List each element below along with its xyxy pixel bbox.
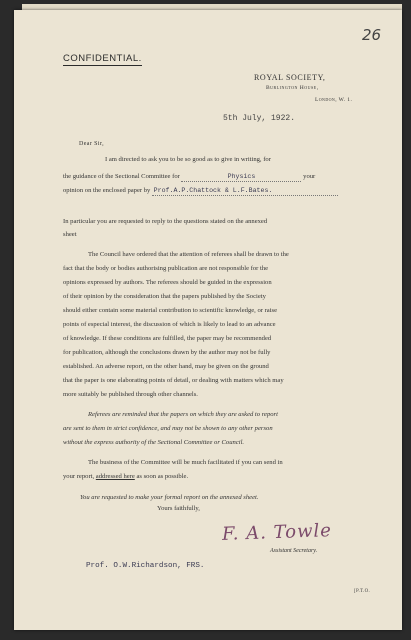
- para1-line2-end: your: [303, 173, 316, 180]
- address-line-3: London, W. 1.: [315, 97, 353, 103]
- address-line-2: Burlington House,: [266, 85, 319, 91]
- yours-faithfully: Yours faithfully,: [157, 505, 200, 512]
- signer-title: Assistant Secretary.: [270, 548, 318, 554]
- addressed-here: addressed here: [95, 473, 135, 480]
- para1-line3: [63, 188, 338, 196]
- para3-line: that the paper is one elaborating points of detail, or dealing with matters which may: [63, 377, 284, 384]
- para1-line3-text: opinion on the enclosed paper by: [63, 187, 151, 194]
- para2-line2: sheet: [63, 231, 77, 238]
- para3-line: should either contain some material contribution to scientific knowledge, or raise: [63, 307, 278, 314]
- please-turn-over: [P.T.O.: [354, 589, 371, 594]
- para4-line: without the express authority of the Sectional Committee or Council.: [63, 439, 245, 446]
- para2-line1: In particular you are requested to reply to the questions stated on the annexed: [63, 218, 268, 225]
- para3-line: points of especial interest, the discussion of which is likely to lead to an advance: [63, 321, 276, 328]
- para3-line: opinions expressed by authors. The referees should be guided in the expression: [63, 279, 272, 286]
- para3-line: of knowledge. If these conditions are fulfilled, the paper may be recommended: [63, 335, 272, 342]
- recipient-name: Prof. O.W.Richardson, FRS.: [86, 562, 205, 570]
- para5-line2: [63, 474, 188, 481]
- handwritten-signature: F. A. Towle: [221, 520, 333, 545]
- salutation: Dear Sir,: [79, 141, 105, 147]
- para3-line: for publication, although the conclusions drawn by the author may not be fully: [63, 349, 271, 356]
- para1-line2: [63, 174, 315, 182]
- committee-field: [181, 174, 301, 182]
- para5-line1: The business of the Committee will be much facilitated if you can send in: [88, 459, 283, 466]
- letter-date: 5th July, 1922.: [223, 114, 296, 123]
- committee-name: Physics: [227, 173, 256, 180]
- para3-line: of their opinion by the consideration that the papers published by the Society: [63, 293, 266, 300]
- confidential-heading: CONFIDENTIAL.: [63, 53, 142, 64]
- para1-line2-text: the guidance of the Sectional Committee for: [63, 173, 180, 180]
- para1-line1: I am directed to ask you to be so good as to give in writing, for: [105, 156, 271, 163]
- para5-line2-text: your report,: [63, 473, 95, 480]
- para3-line: more suitably be published through other channels.: [63, 391, 198, 398]
- address-line-1: ROYAL SOCIETY,: [254, 73, 326, 82]
- authors-field: [152, 188, 338, 196]
- para4-line: Referees are reminded that the papers on which they are asked to report: [88, 411, 278, 418]
- paper-authors: Prof.A.P.Chattock & L.F.Bates.: [153, 187, 273, 194]
- para5-line2-end: as soon as possible.: [136, 473, 189, 480]
- letter-sheet: [14, 10, 402, 630]
- para3-line: The Council have ordered that the attention of referees shall be drawn to the: [88, 251, 289, 258]
- para4-line: are sent to them in strict confidence, and may not be shown to any other person: [63, 425, 273, 432]
- page-number: 26: [362, 26, 382, 44]
- para3-line: fact that the body or bodies authorising publication are not responsible for the: [63, 265, 269, 272]
- para3-line: established. An adverse report, on the other hand, may be given on the ground: [63, 363, 269, 370]
- formal-report-note: You are requested to make your formal report on the annexed sheet.: [80, 494, 259, 501]
